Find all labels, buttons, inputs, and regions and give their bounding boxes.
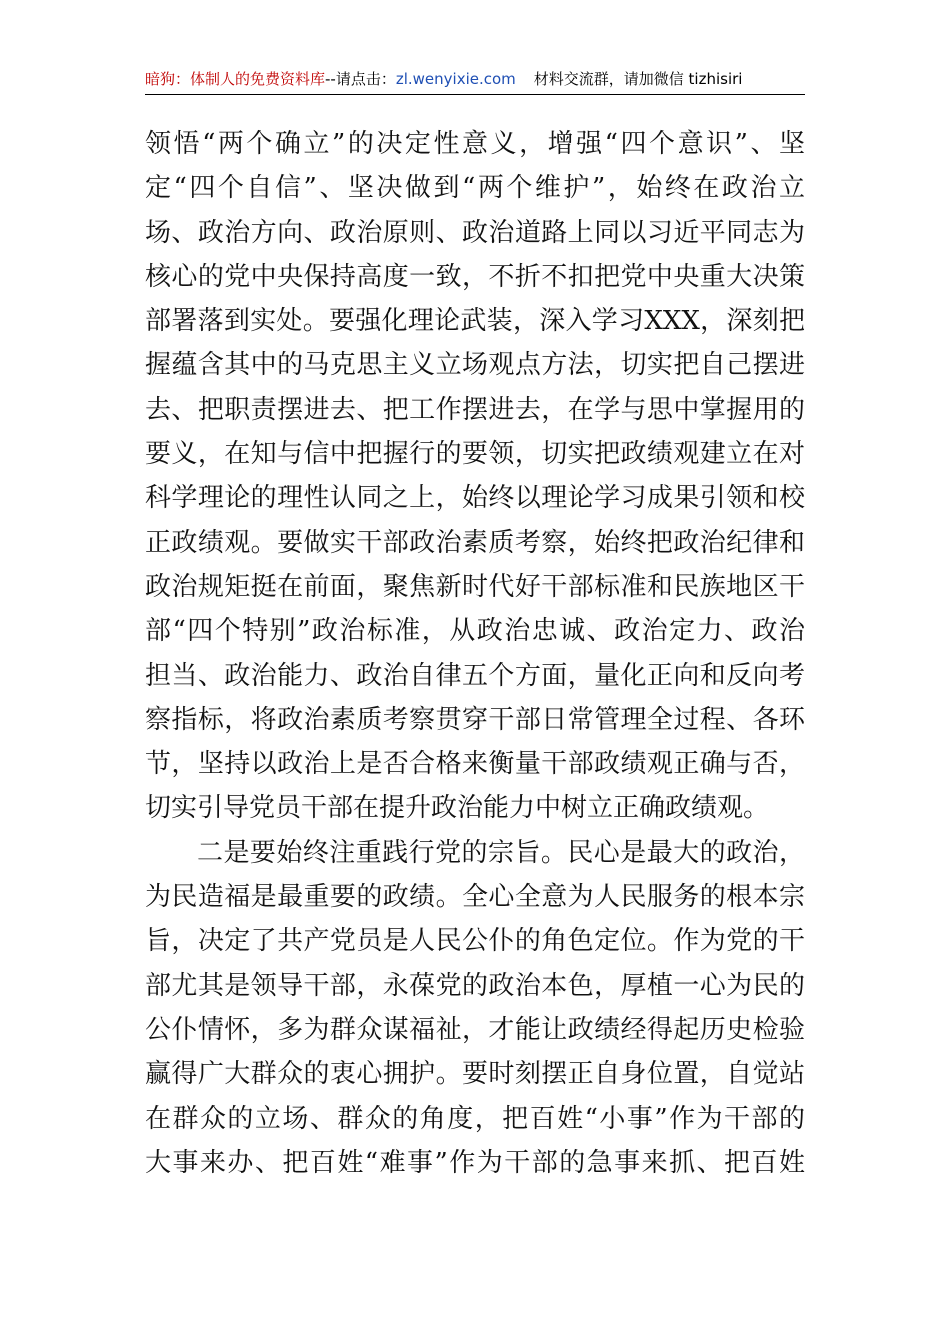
text-line: 正政绩观。要做实干部政治素质考察，始终把政治纪律和: [145, 527, 805, 558]
text-line: 为民造福是最重要的政绩。全心全意为人民服务的根本宗: [145, 882, 805, 913]
text-line: 握蕴含其中的马克思主义立场观点方法，切实把自己摆进: [145, 350, 805, 381]
text-line: 旨，决定了共产党员是人民公仆的角色定位。作为党的干: [145, 926, 805, 957]
text-line: 政治规矩挺在前面，聚焦新时代好干部标准和民族地区干: [145, 571, 805, 602]
text-line: 大事来办、把百姓“难事”作为干部的急事来抓、把百姓: [145, 1147, 805, 1178]
text-line: 要义，在知与信中把握行的要领，切实把政绩观建立在对: [145, 439, 805, 470]
paragraph-start-line: 二是要始终注重践行党的宗旨。民心是最大的政治，: [197, 837, 805, 868]
text-line: 领悟“两个确立”的决定性意义，增强“四个意识”、坚: [145, 129, 805, 159]
text-line: 节，坚持以政治上是否合格来衡量干部政绩观正确与否，: [145, 749, 805, 780]
text-line: 核心的党中央保持高度一致，不折不扣把党中央重大决策: [145, 261, 805, 292]
text-line: 部尤其是领导干部，永葆党的政治本色，厚植一心为民的: [145, 970, 805, 1001]
header-link[interactable]: zl.wenyixie.com: [395, 70, 516, 88]
text-line: 切实引导党员干部在提升政治能力中树立正确政绩观。: [145, 793, 770, 824]
text-line: 担当、政治能力、政治自律五个方面，量化正向和反向考: [145, 660, 805, 691]
document-body: [145, 122, 805, 1185]
text-line: 部“四个特别”政治标准，从政治忠诚、政治定力、政治: [145, 616, 805, 647]
text-line: 察指标，将政治素质考察贯穿干部日常管理全过程、各环: [145, 704, 805, 735]
page-header: [145, 64, 805, 95]
text-line: 场、政治方向、政治原则、政治道路上同以习近平同志为: [145, 217, 805, 248]
text-line: 在群众的立场、群众的角度，把百姓“小事”作为干部的: [145, 1103, 805, 1134]
text-line: 去、把职责摆进去、把工作摆进去，在学与思中掌握用的: [145, 394, 805, 425]
text-line: 公仆情怀，多为群众谋福祉，才能让政绩经得起历史检验: [145, 1014, 805, 1045]
text-line: 部署落到实处。要强化理论武装，深入学习XXX，深刻把: [145, 306, 805, 337]
header-brand: 暗狗：体制人的免费资料库: [145, 70, 326, 88]
text-line: 定“四个自信”、坚决做到“两个维护”，始终在政治立: [145, 173, 805, 204]
text-line: 科学理论的理性认同之上，始终以理论学习成果引领和校: [145, 483, 805, 514]
header-link-prefix: --请点击：: [325, 70, 396, 88]
header-group-info: 材料交流群，请加微信 tizhisiri: [533, 70, 743, 88]
text-line: 赢得广大群众的衷心拥护。要时刻摆正自身位置，自觉站: [145, 1059, 805, 1090]
